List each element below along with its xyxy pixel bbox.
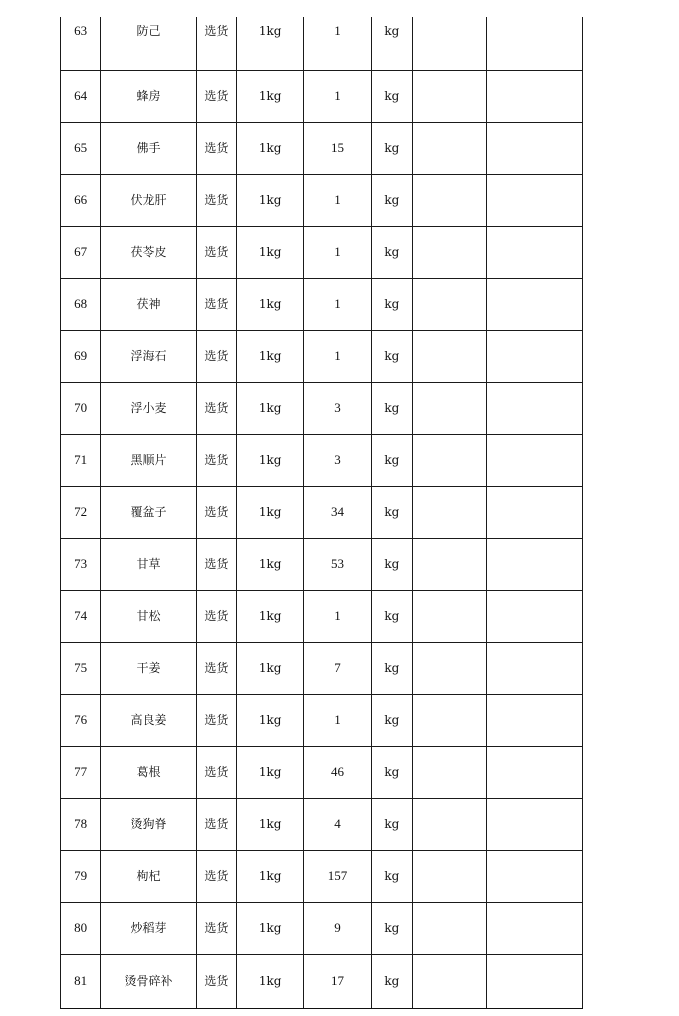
- cell-qty-text: 46: [331, 764, 345, 779]
- cell-empty: [487, 590, 583, 642]
- cell-name-text: 甘草: [136, 557, 161, 571]
- table-row: [61, 746, 583, 798]
- cell-qty: [304, 382, 371, 434]
- cell-name: [101, 486, 197, 538]
- cell-name-text: 枸杞: [136, 869, 161, 883]
- cell-spec-text: 1kg: [258, 453, 282, 467]
- cell-type-text: 选货: [204, 349, 229, 363]
- cell-type: [196, 122, 236, 174]
- cell-name: [101, 746, 197, 798]
- cell-unit: [371, 70, 412, 122]
- cell-type-text: 选货: [204, 297, 229, 311]
- cell-no: [61, 694, 101, 746]
- cell-qty-text: 17: [331, 973, 345, 988]
- cell-no: [61, 902, 101, 954]
- cell-name-text: 茯神: [136, 297, 161, 311]
- cell-qty: [304, 226, 371, 278]
- cell-no: [61, 954, 101, 1008]
- cell-name-text: 浮海石: [130, 349, 167, 363]
- cell-empty: [412, 382, 486, 434]
- cell-name: [101, 122, 197, 174]
- cell-type: [196, 17, 236, 70]
- cell-no-text: 77: [74, 764, 88, 779]
- table-row: [61, 70, 583, 122]
- cell-spec: [236, 17, 303, 70]
- cell-no-text: 63: [74, 23, 88, 39]
- cell-name-text: 茯苓皮: [130, 245, 167, 259]
- cell-qty-text: 1: [334, 296, 341, 311]
- cell-unit-text: kg: [384, 974, 400, 988]
- table-row: [61, 538, 583, 590]
- cell-spec: [236, 174, 303, 226]
- cell-unit-text: kg: [384, 193, 400, 207]
- cell-type-text: 选货: [204, 661, 229, 675]
- cell-spec: [236, 486, 303, 538]
- cell-empty: [412, 954, 486, 1008]
- cell-name-text: 炒稻芽: [130, 921, 167, 935]
- cell-spec-text: 1kg: [258, 765, 282, 779]
- cell-no: [61, 746, 101, 798]
- cell-empty: [412, 486, 486, 538]
- cell-unit: [371, 642, 412, 694]
- cell-unit: [371, 746, 412, 798]
- cell-empty: [487, 954, 583, 1008]
- cell-qty: [304, 902, 371, 954]
- cell-qty: [304, 746, 371, 798]
- cell-type: [196, 590, 236, 642]
- cell-spec: [236, 746, 303, 798]
- cell-unit-text: kg: [384, 921, 400, 935]
- cell-type: [196, 226, 236, 278]
- cell-qty-text: 7: [334, 660, 341, 675]
- cell-spec: [236, 382, 303, 434]
- cell-empty: [412, 902, 486, 954]
- cell-name: [101, 590, 197, 642]
- cell-type-text: 选货: [204, 245, 229, 259]
- cell-no-text: 68: [74, 296, 88, 311]
- cell-empty: [487, 330, 583, 382]
- table-row: [61, 330, 583, 382]
- cell-spec-text: 1kg: [258, 401, 282, 415]
- cell-type-text: 选货: [204, 505, 229, 519]
- cell-empty: [412, 174, 486, 226]
- cell-unit: [371, 226, 412, 278]
- cell-type-text: 选货: [204, 817, 229, 831]
- inventory-table: [60, 17, 583, 1009]
- cell-name: [101, 174, 197, 226]
- cell-name: [101, 694, 197, 746]
- cell-type: [196, 434, 236, 486]
- cell-empty: [412, 278, 486, 330]
- cell-type-text: 选货: [204, 921, 229, 935]
- cell-unit: [371, 850, 412, 902]
- cell-empty: [412, 850, 486, 902]
- cell-unit-text: kg: [384, 349, 400, 363]
- cell-qty-text: 3: [334, 452, 341, 467]
- cell-empty: [487, 70, 583, 122]
- cell-name: [101, 902, 197, 954]
- cell-qty: [304, 486, 371, 538]
- cell-qty-text: 53: [331, 556, 345, 571]
- cell-empty: [487, 174, 583, 226]
- cell-empty: [412, 798, 486, 850]
- cell-qty: [304, 954, 371, 1008]
- cell-spec-text: 1kg: [258, 817, 282, 831]
- cell-unit: [371, 954, 412, 1008]
- cell-qty-text: 4: [334, 816, 341, 831]
- cell-no: [61, 17, 101, 70]
- cell-unit-text: kg: [384, 713, 400, 727]
- cell-qty: [304, 174, 371, 226]
- cell-name: [101, 17, 197, 70]
- cell-no-text: 73: [74, 556, 88, 571]
- cell-type-text: 选货: [204, 24, 229, 39]
- cell-no: [61, 486, 101, 538]
- cell-spec-text: 1kg: [258, 141, 282, 155]
- cell-qty-text: 157: [327, 868, 348, 883]
- cell-spec-text: 1kg: [258, 297, 282, 311]
- table-row: [61, 954, 583, 1008]
- cell-empty: [487, 434, 583, 486]
- cell-name-text: 蜂房: [136, 89, 161, 103]
- cell-qty: [304, 278, 371, 330]
- cell-empty: [412, 226, 486, 278]
- cell-qty-text: 1: [334, 244, 341, 259]
- cell-empty: [412, 70, 486, 122]
- cell-unit: [371, 330, 412, 382]
- cell-spec: [236, 902, 303, 954]
- cell-empty: [412, 694, 486, 746]
- cell-type: [196, 70, 236, 122]
- cell-type-text: 选货: [204, 453, 229, 467]
- cell-spec-text: 1kg: [258, 557, 282, 571]
- cell-no: [61, 434, 101, 486]
- table-row: [61, 486, 583, 538]
- cell-name: [101, 954, 197, 1008]
- cell-empty: [412, 590, 486, 642]
- cell-no-text: 69: [74, 348, 88, 363]
- cell-qty: [304, 694, 371, 746]
- cell-no: [61, 798, 101, 850]
- cell-empty: [412, 434, 486, 486]
- table-row: [61, 17, 583, 70]
- cell-unit-text: kg: [384, 89, 400, 103]
- cell-empty: [412, 746, 486, 798]
- cell-unit: [371, 486, 412, 538]
- cell-unit-text: kg: [384, 765, 400, 779]
- table-row: [61, 382, 583, 434]
- cell-type: [196, 330, 236, 382]
- cell-type: [196, 954, 236, 1008]
- cell-no-text: 75: [74, 660, 88, 675]
- cell-qty-text: 34: [331, 504, 345, 519]
- cell-no-text: 74: [74, 608, 88, 623]
- cell-spec: [236, 850, 303, 902]
- cell-unit: [371, 798, 412, 850]
- cell-empty: [487, 798, 583, 850]
- cell-qty: [304, 538, 371, 590]
- cell-unit: [371, 122, 412, 174]
- cell-spec-text: 1kg: [258, 505, 282, 519]
- cell-no-text: 65: [74, 140, 88, 155]
- cell-empty: [487, 538, 583, 590]
- cell-name: [101, 642, 197, 694]
- cell-empty: [487, 642, 583, 694]
- cell-name: [101, 226, 197, 278]
- cell-spec-text: 1kg: [258, 245, 282, 259]
- cell-empty: [487, 486, 583, 538]
- cell-type: [196, 798, 236, 850]
- cell-type-text: 选货: [204, 193, 229, 207]
- table-row: [61, 174, 583, 226]
- cell-qty-text: 1: [334, 88, 341, 103]
- cell-no: [61, 590, 101, 642]
- cell-qty-text: 3: [334, 400, 341, 415]
- cell-spec: [236, 798, 303, 850]
- cell-qty: [304, 798, 371, 850]
- cell-qty: [304, 330, 371, 382]
- cell-name-text: 佛手: [136, 141, 161, 155]
- cell-type: [196, 850, 236, 902]
- cell-type-text: 选货: [204, 557, 229, 571]
- cell-no-text: 80: [74, 920, 88, 935]
- cell-qty-text: 1: [334, 192, 341, 207]
- cell-unit-text: kg: [384, 505, 400, 519]
- cell-no: [61, 122, 101, 174]
- cell-no-text: 72: [74, 504, 88, 519]
- cell-no: [61, 226, 101, 278]
- cell-spec: [236, 694, 303, 746]
- cell-name: [101, 538, 197, 590]
- cell-type: [196, 538, 236, 590]
- cell-qty: [304, 122, 371, 174]
- cell-name-text: 干姜: [136, 661, 161, 675]
- table-row: [61, 694, 583, 746]
- cell-empty: [412, 330, 486, 382]
- cell-empty: [487, 122, 583, 174]
- cell-unit: [371, 694, 412, 746]
- cell-type: [196, 486, 236, 538]
- cell-unit-text: kg: [384, 141, 400, 155]
- cell-spec: [236, 70, 303, 122]
- cell-no-text: 76: [74, 712, 88, 727]
- cell-empty: [412, 642, 486, 694]
- cell-type-text: 选货: [204, 869, 229, 883]
- cell-type-text: 选货: [204, 89, 229, 103]
- cell-name: [101, 70, 197, 122]
- cell-empty: [412, 538, 486, 590]
- cell-spec-text: 1kg: [258, 869, 282, 883]
- cell-unit: [371, 538, 412, 590]
- cell-no: [61, 538, 101, 590]
- cell-unit: [371, 278, 412, 330]
- cell-type: [196, 382, 236, 434]
- cell-unit-text: kg: [384, 24, 400, 39]
- cell-unit-text: kg: [384, 453, 400, 467]
- cell-name: [101, 330, 197, 382]
- cell-qty: [304, 70, 371, 122]
- cell-spec: [236, 590, 303, 642]
- cell-spec: [236, 538, 303, 590]
- cell-name-text: 烫狗脊: [130, 817, 167, 831]
- cell-name-text: 甘松: [136, 609, 161, 623]
- cell-qty: [304, 434, 371, 486]
- cell-type: [196, 278, 236, 330]
- cell-no-text: 71: [74, 452, 88, 467]
- cell-empty: [487, 226, 583, 278]
- cell-name-text: 伏龙肝: [130, 193, 167, 207]
- cell-no: [61, 330, 101, 382]
- cell-no: [61, 382, 101, 434]
- table-row: [61, 642, 583, 694]
- cell-spec: [236, 278, 303, 330]
- cell-empty: [412, 17, 486, 70]
- cell-empty: [487, 694, 583, 746]
- cell-qty-text: 1: [334, 23, 341, 39]
- cell-type: [196, 746, 236, 798]
- table-row: [61, 850, 583, 902]
- cell-type-text: 选货: [204, 401, 229, 415]
- table-row: [61, 434, 583, 486]
- cell-name: [101, 850, 197, 902]
- cell-name: [101, 434, 197, 486]
- cell-empty: [487, 850, 583, 902]
- cell-no: [61, 642, 101, 694]
- cell-type-text: 选货: [204, 974, 229, 988]
- cell-spec-text: 1kg: [258, 89, 282, 103]
- cell-empty: [412, 122, 486, 174]
- cell-name: [101, 278, 197, 330]
- cell-unit: [371, 17, 412, 70]
- cell-spec-text: 1kg: [258, 661, 282, 675]
- cell-spec-text: 1kg: [258, 349, 282, 363]
- cell-no-text: 79: [74, 868, 88, 883]
- cell-spec-text: 1kg: [258, 609, 282, 623]
- cell-type: [196, 174, 236, 226]
- cell-unit: [371, 434, 412, 486]
- cell-spec: [236, 330, 303, 382]
- cell-unit: [371, 174, 412, 226]
- cell-no-text: 81: [74, 973, 88, 988]
- table-row: [61, 122, 583, 174]
- cell-name: [101, 798, 197, 850]
- cell-no: [61, 174, 101, 226]
- cell-spec-text: 1kg: [258, 193, 282, 207]
- cell-name-text: 烫骨碎补: [124, 974, 173, 988]
- table-row: [61, 278, 583, 330]
- cell-qty-text: 9: [334, 920, 341, 935]
- cell-no: [61, 850, 101, 902]
- cell-qty-text: 15: [331, 140, 345, 155]
- cell-name-text: 葛根: [136, 765, 161, 779]
- cell-no-text: 66: [74, 192, 88, 207]
- cell-qty-text: 1: [334, 608, 341, 623]
- cell-unit: [371, 382, 412, 434]
- cell-unit: [371, 590, 412, 642]
- cell-no: [61, 278, 101, 330]
- cell-no-text: 67: [74, 244, 88, 259]
- cell-type: [196, 902, 236, 954]
- cell-qty: [304, 642, 371, 694]
- cell-type-text: 选货: [204, 713, 229, 727]
- cell-name: [101, 382, 197, 434]
- cell-name-text: 覆盆子: [130, 505, 167, 519]
- table-body: [61, 17, 583, 1008]
- cell-spec-text: 1kg: [258, 713, 282, 727]
- cell-no: [61, 70, 101, 122]
- cell-qty: [304, 17, 371, 70]
- cell-spec: [236, 122, 303, 174]
- cell-unit-text: kg: [384, 401, 400, 415]
- cell-type: [196, 694, 236, 746]
- table-row: [61, 590, 583, 642]
- cell-type: [196, 642, 236, 694]
- cell-unit-text: kg: [384, 661, 400, 675]
- cell-name-text: 浮小麦: [130, 401, 167, 415]
- table-row: [61, 798, 583, 850]
- cell-spec: [236, 434, 303, 486]
- cell-spec: [236, 226, 303, 278]
- cell-unit-text: kg: [384, 297, 400, 311]
- cell-qty-text: 1: [334, 348, 341, 363]
- cell-type-text: 选货: [204, 765, 229, 779]
- cell-no-text: 64: [74, 88, 88, 103]
- cell-spec-text: 1kg: [258, 974, 282, 988]
- cell-name-text: 防己: [136, 24, 161, 39]
- cell-qty: [304, 850, 371, 902]
- cell-name-text: 黑顺片: [130, 453, 167, 467]
- cell-empty: [487, 746, 583, 798]
- cell-no-text: 70: [74, 400, 88, 415]
- cell-empty: [487, 278, 583, 330]
- cell-spec-text: 1kg: [258, 24, 282, 39]
- cell-empty: [487, 17, 583, 70]
- cell-unit-text: kg: [384, 609, 400, 623]
- cell-type-text: 选货: [204, 141, 229, 155]
- cell-type-text: 选货: [204, 609, 229, 623]
- cell-qty-text: 1: [334, 712, 341, 727]
- cell-spec: [236, 642, 303, 694]
- cell-name-text: 高良姜: [130, 713, 167, 727]
- cell-unit: [371, 902, 412, 954]
- cell-spec-text: 1kg: [258, 921, 282, 935]
- cell-empty: [487, 382, 583, 434]
- table-row: [61, 902, 583, 954]
- table-row: [61, 226, 583, 278]
- cell-spec: [236, 954, 303, 1008]
- cell-unit-text: kg: [384, 869, 400, 883]
- cell-empty: [487, 902, 583, 954]
- cell-unit-text: kg: [384, 557, 400, 571]
- cell-unit-text: kg: [384, 817, 400, 831]
- cell-no-text: 78: [74, 816, 88, 831]
- cell-qty: [304, 590, 371, 642]
- cell-unit-text: kg: [384, 245, 400, 259]
